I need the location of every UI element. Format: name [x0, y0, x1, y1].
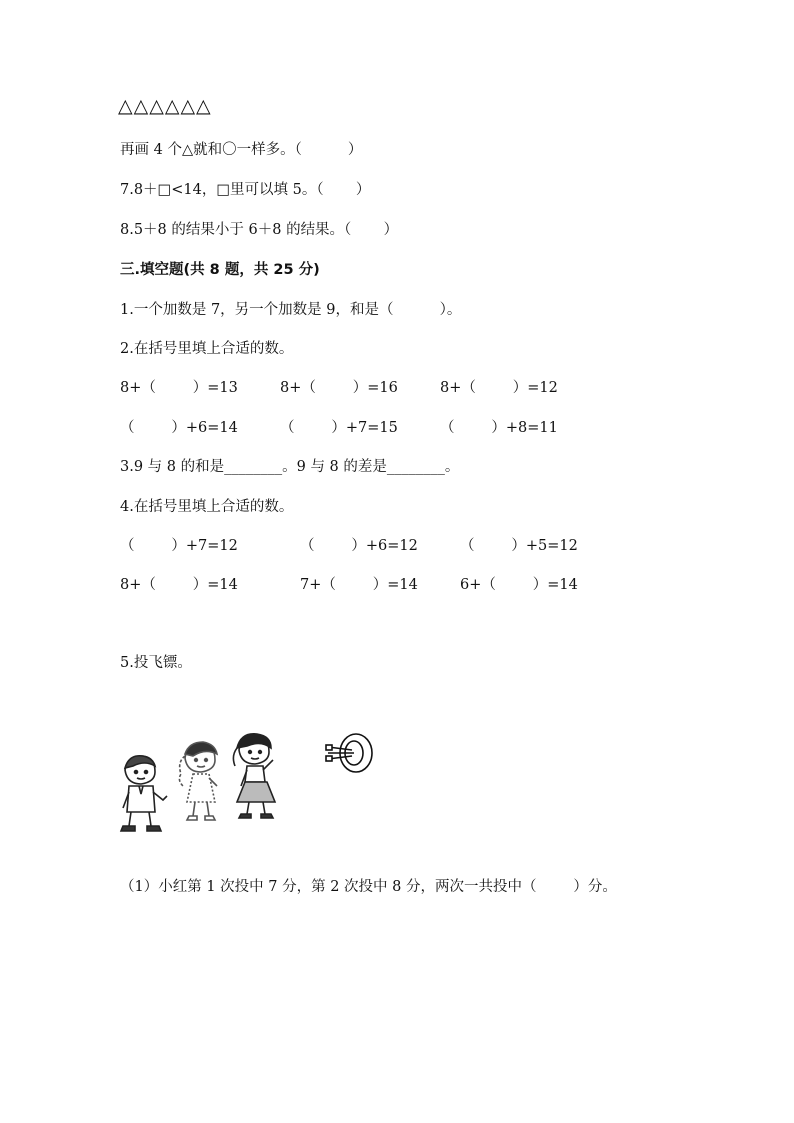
q2-row2-item-2: （ ）+7=15	[280, 420, 398, 436]
judge-question-6-text: 再画 4 个△就和〇一样多。（ ）	[120, 142, 363, 158]
q4-row2-item-3: 6+（ ）=14	[460, 577, 578, 593]
boy-figure	[121, 756, 167, 831]
triangle-row: △△△△△△	[118, 95, 212, 117]
fill-question-1: 1.一个加数是 7，另一个加数是 9，和是（ ）。	[120, 302, 462, 318]
dart-flight-1	[326, 745, 332, 750]
q4-row1-item-2: （ ）+6=12	[300, 538, 418, 554]
girl-figure-2	[233, 734, 275, 818]
fill-question-5-part-1: （1）小红第 1 次投中 7 分，第 2 次投中 8 分，两次一共投中（ ）分。	[120, 879, 617, 895]
fill-question-3: 3.9 与 8 的和是________。9 与 8 的差是________。	[120, 459, 460, 475]
dartboard-illustration	[322, 730, 378, 776]
q4-row1-item-3: （ ）+5=12	[460, 538, 578, 554]
q2-row2-item-3: （ ）+8=11	[440, 420, 558, 436]
q2-row1-item-3: 8+（ ）=12	[440, 380, 558, 396]
dart-flight-2	[326, 756, 332, 761]
section-3-title: 三.填空题(共 8 题，共 25 分)	[120, 262, 320, 278]
judge-question-7: 7.8＋□<14，□里可以填 5。（ ）	[120, 182, 371, 198]
q2-row1-item-1: 8+（ ）=13	[120, 380, 238, 396]
q2-row2-item-1: （ ）+6=14	[120, 420, 238, 436]
judge-question-8: 8.5＋8 的结果小于 6＋8 的结果。（ ）	[120, 222, 399, 238]
fill-question-2-title: 2.在括号里填上合适的数。	[120, 341, 294, 357]
fill-question-4-title: 4.在括号里填上合适的数。	[120, 499, 294, 515]
q4-row2-item-2: 7+（ ）=14	[300, 577, 418, 593]
q2-row1-item-2: 8+（ ）=16	[280, 380, 398, 396]
girl-figure-1	[179, 742, 217, 820]
children-illustration	[115, 730, 295, 840]
q4-row2-item-1: 8+（ ）=14	[120, 577, 238, 593]
fill-question-5-title: 5.投飞镖。	[120, 655, 192, 671]
q4-row1-item-1: （ ）+7=12	[120, 538, 238, 554]
